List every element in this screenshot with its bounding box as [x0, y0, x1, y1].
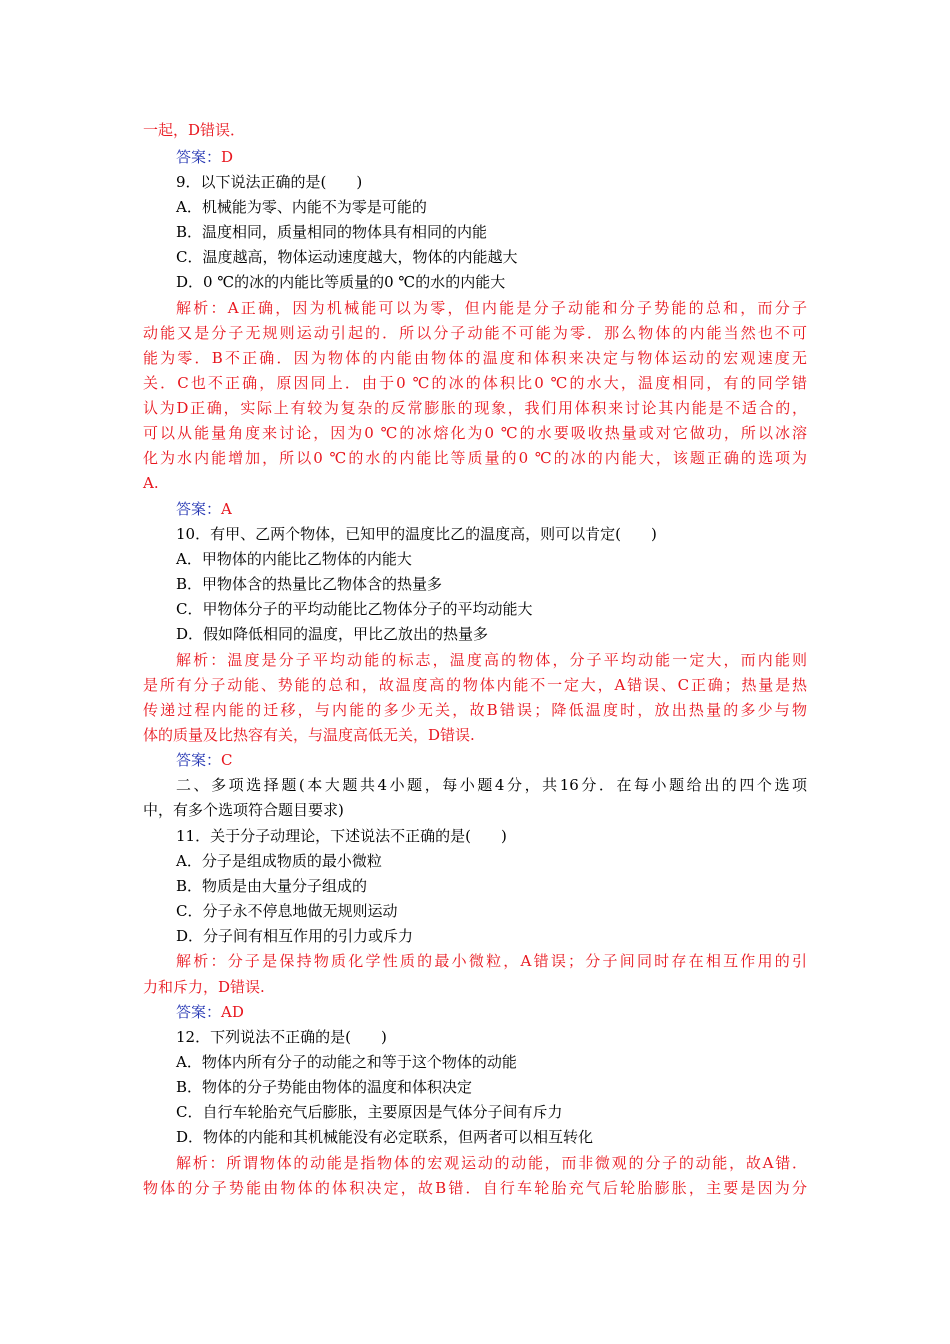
q10-stem: 10．有甲、乙两个物体，已知甲的温度比乙的温度高，则可以肯定( ): [176, 525, 657, 543]
q12-analysis-label: 解析：: [176, 1154, 227, 1172]
q9-option-a: A．机械能为零、内能不为零是可能的: [176, 198, 427, 216]
q8-answer: [176, 145, 233, 170]
q9-analysis-line-3: 能为零．B不正确．因为物体的内能由物体的温度和体积来决定与物体运动的宏观速度无: [143, 349, 807, 367]
q9-option-b: B．温度相同，质量相同的物体具有相同的内能: [176, 223, 488, 241]
q10-answer-label: 答案：: [176, 751, 222, 769]
q10-analysis-line-2: 是所有分子动能、势能的总和，故温度高的物体内能不一定大，A错误、C正确；热量是热: [143, 676, 807, 694]
q10-answer-value: C: [221, 751, 233, 769]
q11-analysis-label: 解析：: [176, 952, 228, 970]
q9-analysis-label: 解析：: [176, 299, 228, 317]
q11-stem: 11．关于分子动理论，下述说法不正确的是( ): [176, 827, 507, 845]
q9-analysis-line-6: 可以从能量角度来讨论，因为0 ℃的冰熔化为0 ℃的水要吸收热量或对它做功，所以冰溶: [143, 424, 807, 442]
q9-analysis-line-1: 解析：A正确，因为机械能可以为零，但内能是分子动能和分子势能的总和，而分子: [176, 299, 807, 317]
q9-analysis-line-8: A.: [143, 474, 159, 492]
q11-option-b: B．物质是由大量分子组成的: [176, 877, 368, 895]
q9-analysis-line-2: 动能又是分子无规则运动引起的．所以分子动能不可能为零．那么物体的内能当然也不可: [143, 324, 807, 342]
q9-stem: 9．以下说法正确的是( ): [176, 173, 363, 191]
q12-option-a: A．物体内所有分子的动能之和等于这个物体的动能: [176, 1053, 517, 1071]
q9-option-d: D．0 ℃的冰的内能比等质量的0 ℃的水的内能大: [176, 273, 506, 291]
section-2-heading-line-1: 二、多项选择题(本大题共4小题，每小题4分，共16分．在每小题给出的四个选项: [176, 776, 807, 794]
q8-answer-value: D: [221, 148, 234, 166]
q10-option-c: C．甲物体分子的平均动能比乙物体分子的平均动能大: [176, 600, 533, 618]
q9-answer: [176, 497, 232, 522]
q8-answer-label: 答案：: [176, 148, 222, 166]
q11-analysis-line-1: 解析：分子是保持物质化学性质的最小微粒，A错误；分子间同时存在相互作用的引: [176, 952, 807, 970]
q10-option-a: A．甲物体的内能比乙物体的内能大: [176, 550, 412, 568]
q11-answer-label: 答案：: [176, 1003, 222, 1021]
q12-option-c: C．自行车轮胎充气后膨胀，主要原因是气体分子间有斥力: [176, 1103, 563, 1121]
q11-analysis-line-2: 力和斥力，D错误.: [143, 978, 265, 996]
q10-answer: [176, 748, 233, 773]
q8-analysis-tail: 一起，D错误．: [143, 121, 246, 139]
q10-analysis-label: 解析：: [176, 651, 228, 669]
q10-analysis-line-1: 解析：温度是分子平均动能的标志，温度高的物体，分子平均动能一定大，而内能则: [176, 651, 807, 669]
q10-analysis-line-3: 传递过程内能的迁移，与内能的多少无关，故B错误；降低温度时，放出热量的多少与物: [143, 701, 807, 719]
q11-option-d: D．分子间有相互作用的引力或斥力: [176, 927, 414, 945]
q11-answer: [176, 1000, 244, 1025]
q11-answer-value: AD: [221, 1003, 244, 1021]
q11-option-c: C．分子永不停息地做无规则运动: [176, 902, 398, 920]
q9-analysis-line-5: 认为D正确，实际上有较为复杂的反常膨胀的现象，我们用体积来讨论其内能是不适合的，: [143, 399, 807, 417]
q12-option-b: B．物体的分子势能由物体的温度和体积决定: [176, 1078, 473, 1096]
q11-option-a: A．分子是组成物质的最小微粒: [176, 852, 382, 870]
q12-analysis-line-2: 物体的分子势能由物体的体积决定，故B错．自行车轮胎充气后轮胎膨胀，主要是因为分: [143, 1179, 807, 1197]
section-2-heading-line-2: 中，有多个选项符合题目要求): [143, 801, 344, 819]
q12-stem: 12．下列说法不正确的是( ): [176, 1028, 387, 1046]
q10-analysis-line-4: 体的质量及比热容有关，与温度高低无关，D错误.: [143, 726, 475, 744]
q10-option-d: D．假如降低相同的温度，甲比乙放出的热量多: [176, 625, 489, 643]
q9-answer-value: A: [221, 500, 232, 518]
q9-option-c: C．温度越高，物体运动速度越大，物体的内能越大: [176, 248, 518, 266]
q10-option-b: B．甲物体含的热量比乙物体含的热量多: [176, 575, 443, 593]
q9-answer-label: 答案：: [176, 500, 222, 518]
q12-option-d: D．物体的内能和其机械能没有必定联系，但两者可以相互转化: [176, 1128, 594, 1146]
q9-analysis-line-4: 关．C也不正确，原因同上．由于0 ℃的冰的体积比0 ℃的水大，温度相同，有的同学错: [143, 374, 807, 392]
q12-analysis-line-1: 解析：所谓物体的动能是指物体的宏观运动的动能，而非微观的分子的动能，故A错．: [176, 1154, 807, 1172]
q9-analysis-line-7: 化为水内能增加，所以0 ℃的水的内能比等质量的0 ℃的冰的内能大，该题正确的选项为: [143, 449, 807, 467]
